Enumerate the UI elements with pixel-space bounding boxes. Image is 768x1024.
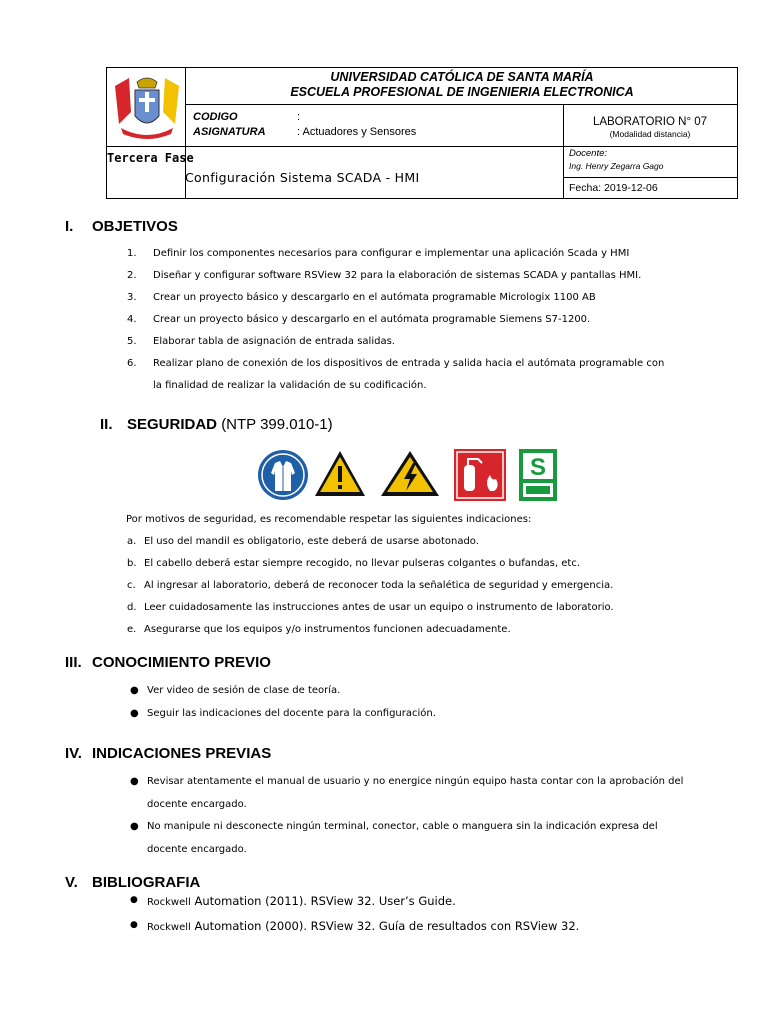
- asignatura-value: : Actuadores y Sensores: [297, 126, 417, 138]
- warning-icon: [313, 449, 367, 499]
- bullet-icon: ●: [130, 708, 139, 719]
- seguridad-list: [127, 536, 747, 646]
- section-objetivos-title: I. OBJETIVOS: [65, 218, 178, 235]
- lab-title: Configuración Sistema SCADA - HMI: [185, 170, 420, 185]
- list-item: ● Ver video de sesión de clase de teoría.: [130, 685, 341, 696]
- conocimiento-list: [130, 685, 740, 731]
- bullet-icon: ●: [130, 685, 139, 696]
- lab-number: LABORATORIO N° 07: [592, 116, 708, 128]
- list-item: 5. Elaborar tabla de asignación de entrada salidas.: [127, 336, 395, 347]
- header-table: [106, 67, 738, 199]
- fire-extinguisher-icon: [454, 449, 506, 501]
- section-conocimiento-title: III. CONOCIMIENTO PREVIO: [65, 654, 271, 671]
- codigo-value: :: [297, 111, 301, 123]
- bibliografia-list: [130, 894, 750, 944]
- university-title: UNIVERSIDAD CATÓLICA DE SANTA MARÍA ESCUELA PROFESIONAL DE INGENIERIA ELECTRONICA: [290, 70, 634, 99]
- fecha: Fecha: 2019-12-06: [569, 182, 658, 194]
- bullet-icon: ●: [130, 776, 139, 787]
- list-item: b. El cabello deberá estar siempre recogido, no llevar pulseras colgantes o bufandas, etc.: [127, 558, 581, 569]
- docente-name: Ing. Henry Zegarra Gago: [569, 161, 664, 171]
- indicaciones-list: [130, 776, 750, 866]
- list-item: c. Al ingresar al laboratorio, deberá de reconocer toda la señalética de seguridad y emergencia.: [127, 580, 614, 591]
- list-item: 2. Diseñar y configurar software RSView 32 para la elaboración de sistemas SCADA y pantallas HMI.: [127, 270, 642, 281]
- lab-coat-icon: [257, 449, 309, 501]
- docente-label: Docente:: [569, 148, 608, 159]
- list-item-continuation: la finalidad de realizar la validación de su codificación.: [153, 380, 427, 391]
- bullet-icon: ●: [130, 821, 139, 832]
- safe-zone-icon: [519, 449, 557, 501]
- list-item: 1. Definir los componentes necesarios para configurar e implementar una aplicación Scada y HMI: [127, 248, 630, 259]
- lab-mode: (Modalidad distancia): [609, 129, 691, 139]
- list-item: d. Leer cuidadosamente las instrucciones antes de usar un equipo o instrumento de laboratorio.: [127, 602, 614, 613]
- list-item: 4. Crear un proyecto básico y descargarlo en el autómata programable Siemens S7-1200.: [127, 314, 591, 325]
- fase-label: Tercera Fase: [107, 151, 194, 165]
- bullet-icon: ●: [130, 920, 138, 930]
- safety-signs: [257, 449, 557, 501]
- section-seguridad-title: II. SEGURIDAD (NTP 399.010-1): [100, 416, 333, 433]
- list-item: ● Rockwell Automation (2011). RSView 32. User’s Guide.: [130, 894, 456, 908]
- list-item: ● No manipule ni desconecte ningún terminal, conector, cable o manguera sin la indicación expresa del: [130, 821, 658, 832]
- bullet-icon: ●: [130, 895, 138, 905]
- electrical-hazard-icon: [379, 449, 441, 499]
- list-item: 6. Realizar plano de conexión de los dispositivos de entrada y salida hacia el autómata programable con: [127, 358, 665, 369]
- section-bibliografia-title: V. BIBLIOGRAFIA: [65, 874, 201, 891]
- list-item: 3. Crear un proyecto básico y descargarlo en el autómata programable Micrologix 1100 AB: [127, 292, 596, 303]
- seguridad-intro: Por motivos de seguridad, es recomendable respetar las siguientes indicaciones:: [126, 514, 532, 525]
- asignatura-label: ASIGNATURA: [193, 126, 266, 138]
- section-indicaciones-title: IV. INDICACIONES PREVIAS: [65, 745, 272, 762]
- list-item: ● Revisar atentamente el manual de usuario y no energice ningún equipo hasta contar con la aprobación del: [130, 776, 684, 787]
- list-item: ● Seguir las indicaciones del docente para la configuración.: [130, 708, 436, 719]
- list-item: e. Asegurarse que los equipos y/o instrumentos funcionen adecuadamente.: [127, 624, 511, 635]
- objetivos-list: [127, 248, 747, 402]
- list-item: ● Rockwell Automation (2000). RSView 32. Guía de resultados con RSView 32.: [130, 919, 580, 933]
- codigo-label: CODIGO: [193, 111, 238, 123]
- list-item-continuation: docente encargado.: [147, 844, 247, 855]
- list-item: a. El uso del mandil es obligatorio, este deberá de usarse abotonado.: [127, 536, 479, 547]
- safe-zone-letter: S: [529, 454, 547, 481]
- list-item-continuation: docente encargado.: [147, 799, 247, 810]
- university-crest-icon: [111, 72, 183, 144]
